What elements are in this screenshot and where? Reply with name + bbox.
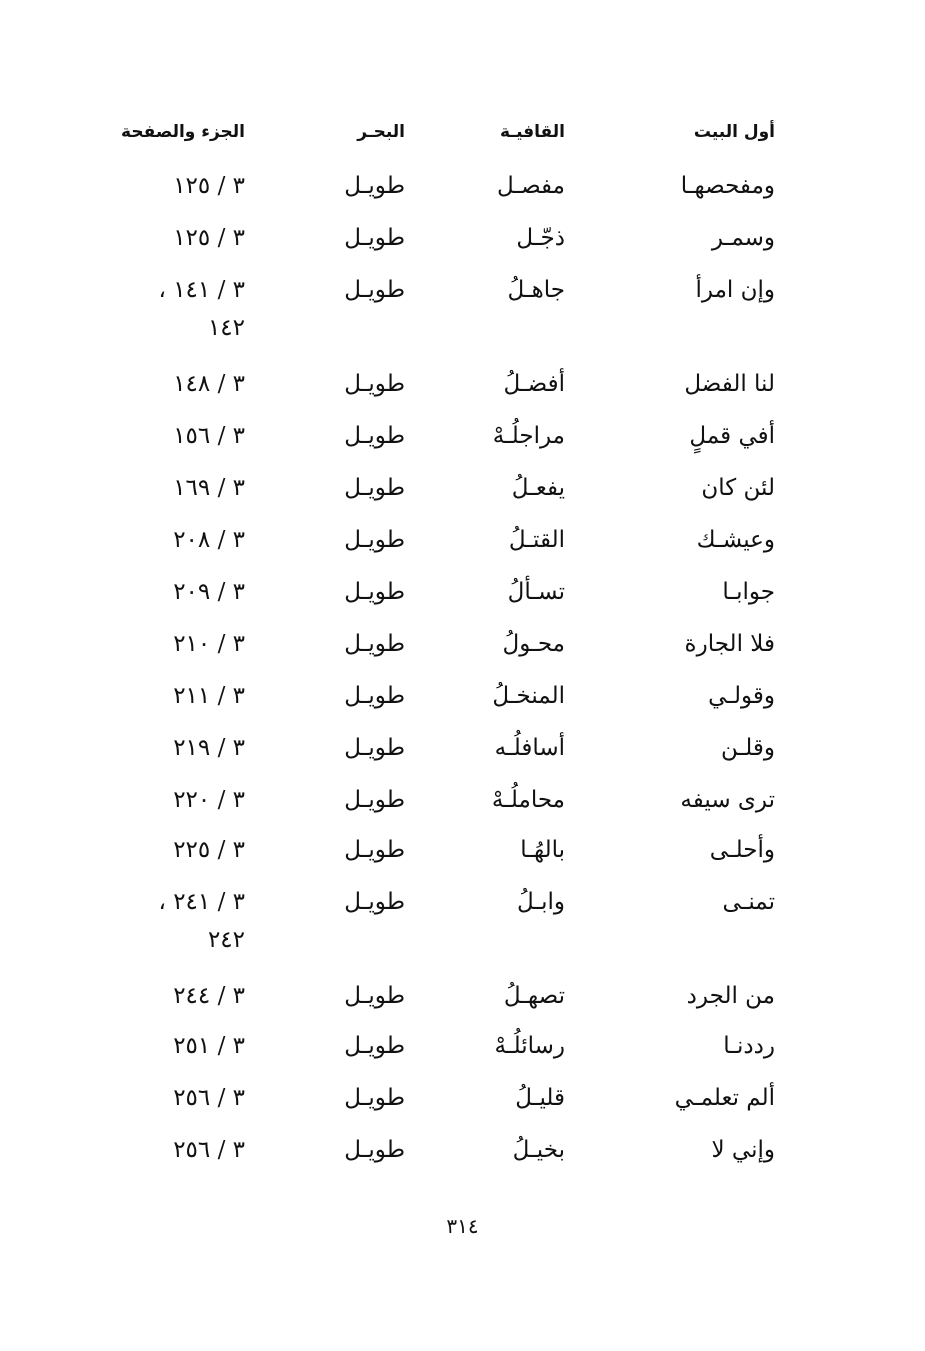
first-verse-cell: رددنـا <box>723 1033 775 1059</box>
meter-cell: طويـل <box>344 277 405 303</box>
first-verse-cell: وعيشـك <box>696 527 775 553</box>
volume-page-cell: ٣ / ٢١٠ <box>173 631 245 657</box>
first-verse-cell: أفي قملٍ <box>689 423 775 449</box>
volume-page-cell: ٣ / ٢١١ <box>173 683 245 709</box>
meter-cell: طويـل <box>344 173 405 199</box>
rhyme-cell: تصهـلُ <box>503 983 565 1009</box>
volume-page-cell: ٣ / ١٢٥ <box>173 173 245 199</box>
meter-cell: طويـل <box>344 631 405 657</box>
meter-cell: طويـل <box>344 527 405 553</box>
volume-page-cell: ٣ / ٢٠٨ <box>173 527 245 553</box>
page-number: ٣١٤ <box>446 1214 479 1238</box>
meter-cell: طويـل <box>344 787 405 813</box>
rhyme-cell: المنخـلُ <box>492 683 565 709</box>
volume-page-continuation: ١٤٢ <box>207 315 245 341</box>
table-row <box>0 572 925 612</box>
rhyme-cell: رسائلُـهْ <box>494 1033 565 1059</box>
first-verse-cell: وأحلـى <box>709 837 775 863</box>
volume-page-cell: ٣ / ٢٥٦ <box>173 1137 245 1163</box>
first-verse-cell: ترى سيفه <box>680 787 775 813</box>
volume-page-cell: ٣ / ٢٢٠ <box>173 787 245 813</box>
first-verse-cell: ومفحصهـا <box>680 173 775 199</box>
meter-cell: طويـل <box>344 579 405 605</box>
volume-page-cell: ٣ / ٢٥١ <box>173 1033 245 1059</box>
rhyme-cell: مراجلُـهْ <box>492 423 565 449</box>
header-meter: البحـر <box>357 122 405 142</box>
volume-page-cell: ٣ / ٢٤٤ <box>173 983 245 1009</box>
rhyme-cell: تسـألُ <box>507 579 565 605</box>
rhyme-cell: بخيـلُ <box>512 1137 565 1163</box>
table-row <box>0 728 925 768</box>
rhyme-cell: قليـلُ <box>515 1085 565 1111</box>
rhyme-cell: يفعـلُ <box>511 475 565 501</box>
meter-cell: طويـل <box>344 423 405 449</box>
volume-page-cell: ٣ / ٢٠٩ <box>173 579 245 605</box>
rhyme-cell: محاملُـهْ <box>491 787 565 813</box>
table-row <box>0 624 925 664</box>
meter-cell: طويـل <box>344 735 405 761</box>
meter-cell: طويـل <box>344 983 405 1009</box>
meter-cell: طويـل <box>344 837 405 863</box>
header-rhyme: القافيـة <box>499 122 565 142</box>
meter-cell: طويـل <box>344 889 405 915</box>
first-verse-cell: وقلـن <box>721 735 775 761</box>
table-row <box>0 830 925 870</box>
table-row <box>0 166 925 206</box>
rhyme-cell: وابـلُ <box>516 889 565 915</box>
rhyme-cell: أفضـلُ <box>503 371 565 397</box>
first-verse-cell: وإن امرأ <box>695 277 775 303</box>
rhyme-cell: ذجّـل <box>516 225 565 251</box>
volume-page-cell: ٣ / ٢٥٦ <box>173 1085 245 1111</box>
meter-cell: طويـل <box>344 475 405 501</box>
table-row <box>0 1130 925 1170</box>
table-row <box>0 976 925 1016</box>
header-volume-page: الجزء والصفحة <box>121 122 245 142</box>
header-first-verse: أول البيت <box>693 122 775 142</box>
table-row <box>0 270 925 341</box>
volume-page-cell: ٣ / ٢٢٥ <box>173 837 245 863</box>
volume-page-cell: ٣ / ٢١٩ <box>173 735 245 761</box>
first-verse-cell: لنا الفضل <box>684 371 775 397</box>
meter-cell: طويـل <box>344 371 405 397</box>
table-row <box>0 218 925 258</box>
meter-cell: طويـل <box>344 1137 405 1163</box>
first-verse-cell: وقولـي <box>708 683 775 709</box>
meter-cell: طويـل <box>344 1085 405 1111</box>
meter-cell: طويـل <box>344 683 405 709</box>
rhyme-cell: محـولُ <box>502 631 565 657</box>
volume-page-cell: ٣ / ١٥٦ <box>173 423 245 449</box>
first-verse-cell: وسمـر <box>711 225 775 251</box>
table-row <box>0 520 925 560</box>
first-verse-cell: ألم تعلمـي <box>674 1085 775 1111</box>
rhyme-cell: القتـلُ <box>508 527 565 553</box>
volume-page-cell: ٣ / ١٤١ ، <box>158 277 245 303</box>
first-verse-cell: وإني لا <box>711 1137 775 1163</box>
meter-cell: طويـل <box>344 1033 405 1059</box>
table-row <box>0 468 925 508</box>
table-row <box>0 1026 925 1066</box>
table-row <box>0 416 925 456</box>
first-verse-cell: من الجرد <box>686 983 775 1009</box>
table-row <box>0 676 925 716</box>
volume-page-cell: ٣ / ١٤٨ <box>173 371 245 397</box>
table-row <box>0 780 925 820</box>
rhyme-cell: جاهـلُ <box>507 277 565 303</box>
table-row <box>0 882 925 953</box>
rhyme-cell: مفصـل <box>496 173 565 199</box>
meter-cell: طويـل <box>344 225 405 251</box>
table-row <box>0 1078 925 1118</box>
first-verse-cell: لئن كان <box>701 475 775 501</box>
rhyme-cell: أسافلُـه <box>494 735 565 761</box>
volume-page-cell: ٣ / ١٢٥ <box>173 225 245 251</box>
volume-page-cell: ٣ / ١٦٩ <box>173 475 245 501</box>
rhyme-cell: بالهُـا <box>520 837 565 863</box>
first-verse-cell: تمنـى <box>722 889 775 915</box>
table-header <box>0 122 925 154</box>
first-verse-cell: فلا الجارة <box>684 631 775 657</box>
volume-page-continuation: ٢٤٢ <box>207 927 245 953</box>
table-row <box>0 364 925 404</box>
volume-page-cell: ٣ / ٢٤١ ، <box>158 889 245 915</box>
first-verse-cell: جوابـا <box>722 579 775 605</box>
